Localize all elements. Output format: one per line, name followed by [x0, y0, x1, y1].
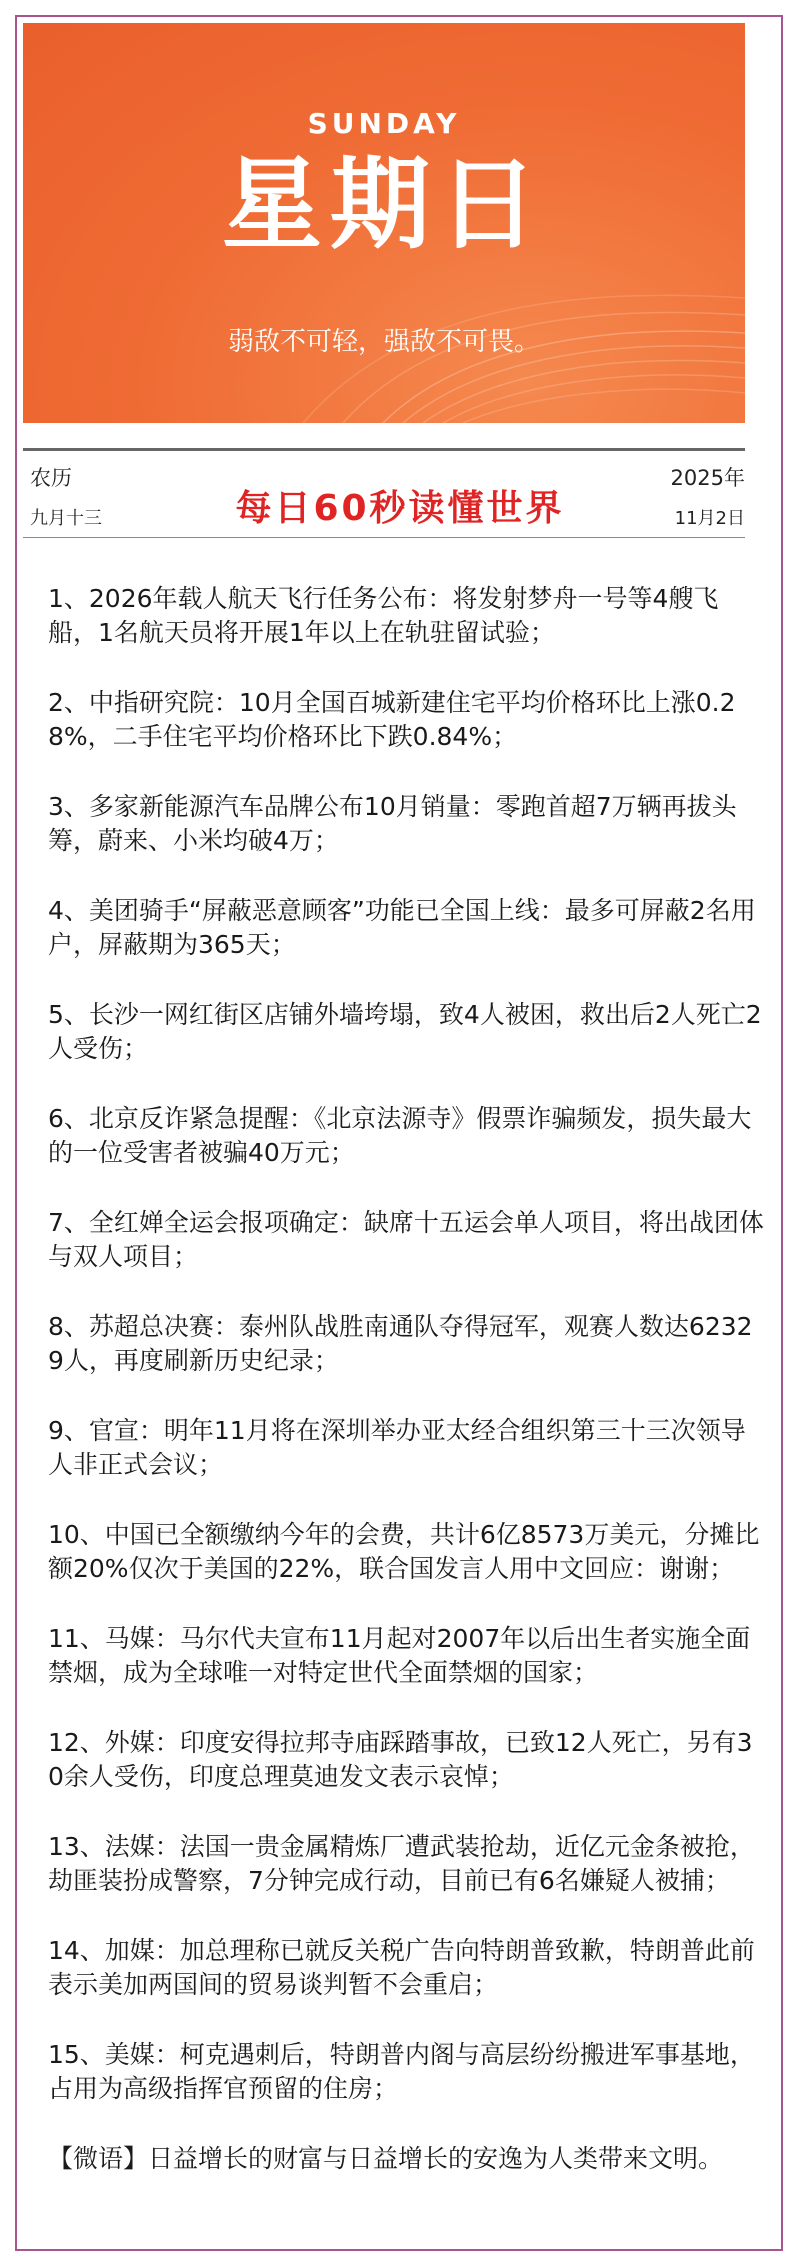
day-chinese: 星期日: [222, 146, 546, 263]
news-item: 3、多家新能源汽车品牌公布10月销量：零跑首超7万辆再拔头筹，蔚来、小米均破4万；: [48, 792, 737, 855]
news-item: 15、美媒：柯克遇刺后，特朗普内阁与高层纷纷搬进军事基地，占用为高级指挥官预留的住房；: [48, 2040, 755, 2103]
news-item: 12、外媒：印度安得拉邦寺庙踩踏事故，已致12人死亡，另有30余人受伤，印度总理莫迪发文表示哀悼；: [48, 1728, 753, 1791]
day-banner: [23, 23, 745, 423]
lunar-date: 九月十三: [30, 508, 102, 529]
news-item: 2、中指研究院：10月全国百城新建住宅平均价格环比上涨0.28%，二手住宅平均价格环比下跌0.84%；: [48, 688, 736, 751]
header-rule-top: [23, 448, 745, 451]
header-rule-bottom: [23, 537, 745, 538]
motto: 弱敌不可轻，强敌不可畏。: [227, 327, 540, 357]
news-item: 11、马媒：马尔代夫宣布11月起对2007年以后出生者实施全面禁烟，成为全球唯一对特定世代全面禁烟的国家；: [48, 1624, 751, 1687]
headline: 每日60秒读懂世界: [235, 488, 565, 529]
news-item: 13、法媒：法国一贵金属精炼厂遭武装抢劫，近亿元金条被抢，劫匪装扮成警察，7分钟完成行动，目前已有6名嫌疑人被捕；: [48, 1832, 755, 1895]
lunar-label: 农历: [30, 466, 72, 490]
news-item: 6、北京反诈紧急提醒：《北京法源寺》假票诈骗频发，损失最大的一位受害者被骗40万元；: [48, 1104, 752, 1167]
daily-quote: 【微语】日益增长的财富与日益增长的安逸为人类带来文明。: [48, 2144, 724, 2173]
news-item: 4、美团骑手“屏蔽恶意顾客”功能已全国上线：最多可屏蔽2名用户，屏蔽期为365天；: [48, 896, 756, 959]
news-item: 5、长沙一网红街区店铺外墙垮塌，致4人被困，救出后2人死亡2人受伤；: [48, 1000, 762, 1063]
news-list: [48, 582, 768, 2176]
day-english: SUNDAY: [307, 107, 461, 140]
news-item: 9、官宣：明年11月将在深圳举办亚太经合组织第三十三次领导人非正式会议；: [48, 1416, 746, 1479]
news-item: 14、加媒：加总理称已就反关税广告向特朗普致歉，特朗普此前表示美加两国间的贸易谈判暂不会重启；: [48, 1936, 755, 1999]
news-item: 10、中国已全额缴纳今年的会费，共计6亿8573万美元，分摊比额20%仅次于美国的22%，联合国发言人用中文回应：谢谢；: [48, 1520, 760, 1583]
month-day: 11月2日: [674, 508, 745, 529]
news-item: 8、苏超总决赛：泰州队战胜南通队夺得冠军，观赛人数达62329人，再度刷新历史纪录；: [48, 1312, 753, 1375]
year: 2025年: [670, 466, 745, 490]
news-item: 7、全红婵全运会报项确定：缺席十五运会单人项目，将出战团体与双人项目；: [48, 1208, 764, 1271]
news-item: 1、2026年载人航天飞行任务公布：将发射梦舟一号等4艘飞船，1名航天员将开展1年以上在轨驻留试验；: [48, 584, 719, 647]
